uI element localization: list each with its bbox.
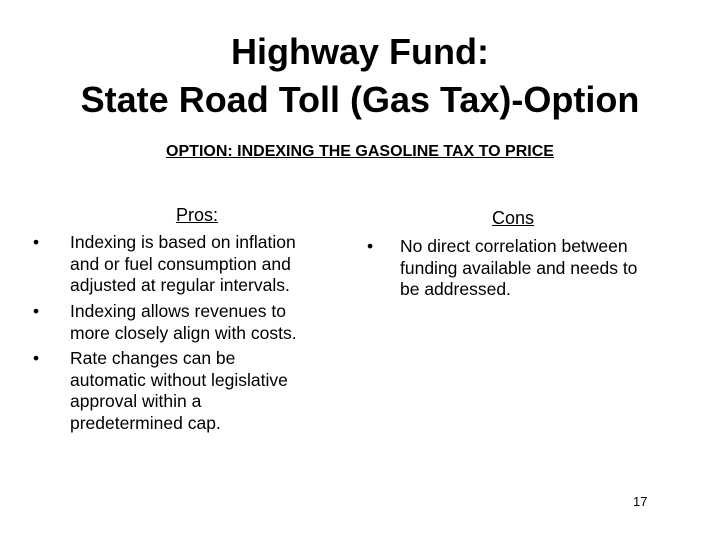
bullet-icon: •	[367, 236, 374, 256]
text-line: predetermined cap.	[70, 412, 221, 433]
text-line: automatic without legislative	[70, 369, 288, 390]
text-line: funding available and needs to	[400, 257, 638, 278]
text-line: be addressed.	[400, 279, 511, 299]
bullet-icon: •	[33, 232, 40, 252]
text-line: more closely align with costs.	[70, 322, 297, 343]
subtitle: OPTION: INDEXING THE GASOLINE TAX TO PRICE	[166, 143, 554, 160]
cons-heading: Cons	[491, 208, 535, 228]
text-line: and or fuel consumption and	[70, 253, 291, 274]
text-line: Indexing allows revenues to	[70, 301, 286, 321]
text-line: adjusted at regular intervals.	[70, 275, 290, 295]
bullet-icon: •	[33, 348, 40, 368]
title-line-1: Highway Fund:	[231, 31, 489, 72]
pros-heading: Pros:	[175, 205, 218, 225]
text-line: Indexing is based on inflation	[70, 232, 296, 252]
pros-bullet	[33, 348, 288, 434]
bullet-icon: •	[33, 301, 40, 321]
title-line-2: State Road Toll (Gas Tax)-Option	[80, 79, 640, 120]
pros-bullet	[33, 232, 296, 297]
text-line: No direct correlation between	[400, 236, 628, 256]
cons-bullet	[367, 236, 638, 301]
pros-bullet	[33, 301, 297, 344]
page-number: 17	[633, 494, 648, 509]
text-line: approval within a	[70, 391, 202, 411]
text-line: Rate changes can be	[70, 348, 236, 368]
